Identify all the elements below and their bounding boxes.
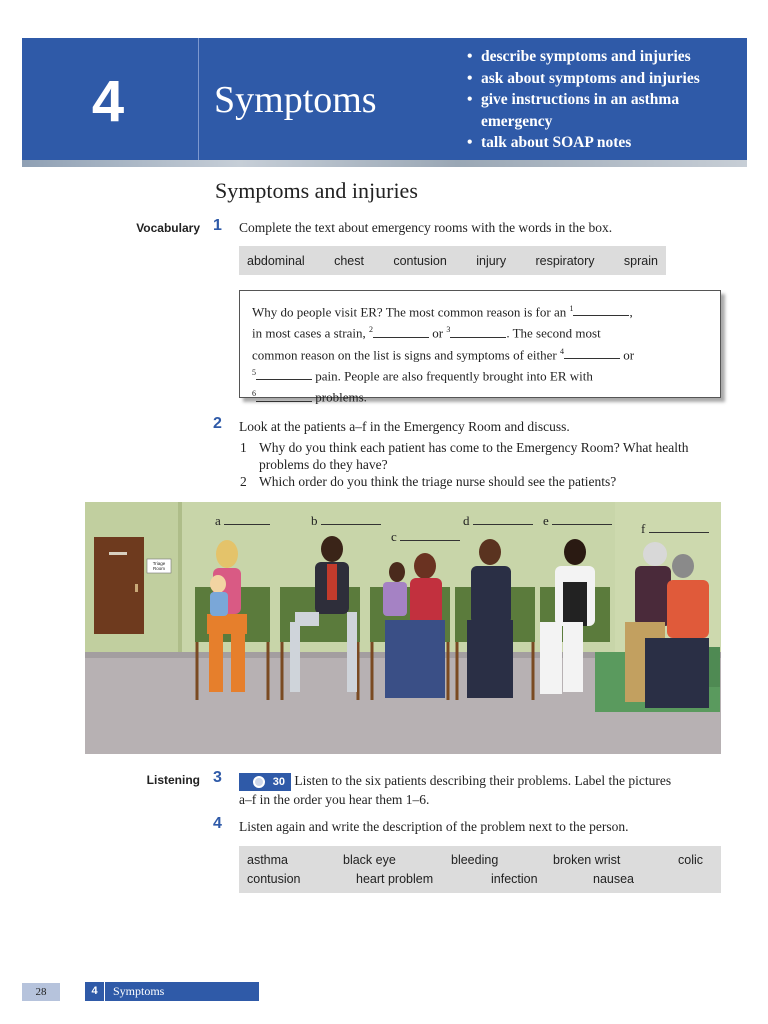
word-item: broken wrist (553, 853, 621, 867)
label-d-blank[interactable] (473, 514, 533, 525)
question-text: Why do you think each patient has come to the Emergency Room? What health problems do they have? (259, 440, 689, 472)
word-box-2 (239, 846, 721, 893)
objective-item: • ask about symptoms and injuries (465, 68, 745, 90)
task3-text-line2: a–f in the order you hear them 1–6. (239, 791, 430, 807)
text-fragment: pain. People are also frequently brought into ER with (312, 368, 593, 384)
label-c-blank[interactable] (400, 530, 460, 541)
task2-questions (240, 439, 710, 490)
label-e-blank[interactable] (552, 514, 612, 525)
text-fragment: in most cases a strain, (252, 325, 369, 341)
question-item (240, 439, 710, 473)
word-item: heart problem (356, 872, 434, 886)
task1-instruction: Complete the text about emergency rooms with the words in the box. (239, 220, 613, 235)
text-fragment: or (620, 346, 635, 362)
label-a-blank[interactable] (224, 514, 270, 525)
unit-title: Symptoms (214, 79, 377, 121)
footer-unit-title: Symptoms (113, 984, 165, 998)
gap-blank[interactable] (256, 369, 312, 380)
gap-number: 6 (252, 389, 256, 399)
task3-text-line1: Listen to the six patients describing their problems. Label the pictures (294, 773, 672, 788)
vocabulary-label: Vocabulary (136, 221, 200, 235)
gap-blank[interactable] (564, 348, 620, 359)
label-a: a (215, 513, 270, 529)
task-number-3: 3 (213, 769, 222, 786)
track-number: 30 (272, 775, 285, 788)
gap-blank[interactable] (573, 305, 629, 316)
word-item: contusion (247, 872, 301, 886)
task-number-1: 1 (213, 217, 222, 234)
word-item: chest (334, 253, 364, 268)
objective-item: • describe symptoms and injuries (465, 46, 745, 68)
unit-number: 4 (91, 69, 125, 134)
gap-number: 2 (368, 325, 373, 335)
label-e: e (543, 513, 612, 529)
word-item: black eye (343, 853, 396, 867)
label-b-blank[interactable] (321, 514, 381, 525)
text-fragment: , (629, 304, 633, 320)
word-item: contusion (393, 253, 447, 268)
footer-unit-bar (85, 982, 259, 1001)
question-item (240, 473, 710, 490)
footer-unit-number: 4 (85, 982, 105, 1001)
word-item: colic (678, 853, 704, 867)
question-number: 1 (240, 440, 247, 455)
text-fragment: or (428, 325, 447, 341)
question-number: 2 (240, 474, 247, 489)
word-box-1 (239, 246, 666, 275)
gap-number: 4 (560, 346, 564, 356)
word-item: sprain (623, 253, 658, 268)
text-fragment: common reason on the list is signs and symptoms of either (252, 346, 560, 362)
word-item: bleeding (451, 853, 499, 867)
cd-icon (253, 776, 265, 788)
gap-blank[interactable] (256, 391, 312, 402)
word-item: infection (491, 872, 538, 886)
gap-fill-text (239, 290, 721, 405)
section-title: Symptoms and injuries (215, 178, 418, 203)
audio-track-badge[interactable] (239, 773, 291, 791)
question-text: Which order do you think the triage nurse should see the patients? (259, 474, 617, 489)
task3-instruction (239, 772, 671, 808)
gap-number: 3 (446, 325, 451, 335)
objectives-list (465, 46, 745, 154)
task2-instruction: Look at the patients a–f in the Emergency Room and discuss. (239, 419, 570, 434)
word-item: injury (476, 253, 507, 268)
objective-item: • give instructions in an asthma emergency (465, 89, 745, 132)
svg-text:Room: Room (152, 566, 166, 571)
text-fragment: . The second most (506, 325, 601, 341)
label-b: b (311, 513, 381, 529)
text-fragment: Why do people visit ER? The most common reason is for an (252, 304, 570, 320)
objective-item: • talk about SOAP notes (465, 132, 745, 154)
triage-sign-text: Triage (152, 561, 166, 566)
unit-banner (22, 38, 747, 163)
task4-instruction: Listen again and write the description of the problem next to the person. (239, 819, 629, 834)
word-item: nausea (593, 872, 635, 886)
banner-strip (22, 160, 747, 167)
gap-blank[interactable] (373, 327, 429, 338)
label-d: d (463, 513, 533, 529)
gap-number: 5 (252, 367, 256, 377)
label-c: c (391, 529, 460, 545)
label-f-blank[interactable] (649, 522, 709, 533)
task-number-4: 4 (213, 815, 222, 832)
task-number-2: 2 (213, 415, 222, 432)
unit-number-box (22, 38, 199, 163)
gap-number: 1 (569, 304, 574, 313)
word-item: abdominal (247, 253, 305, 268)
word-item: asthma (247, 853, 288, 867)
listening-label: Listening (146, 773, 200, 787)
text-fragment: problems. (312, 389, 367, 405)
gap-blank[interactable] (450, 327, 506, 338)
label-f: f (641, 521, 709, 537)
word-item: respiratory (535, 253, 595, 268)
page-number: 28 (22, 983, 60, 1001)
